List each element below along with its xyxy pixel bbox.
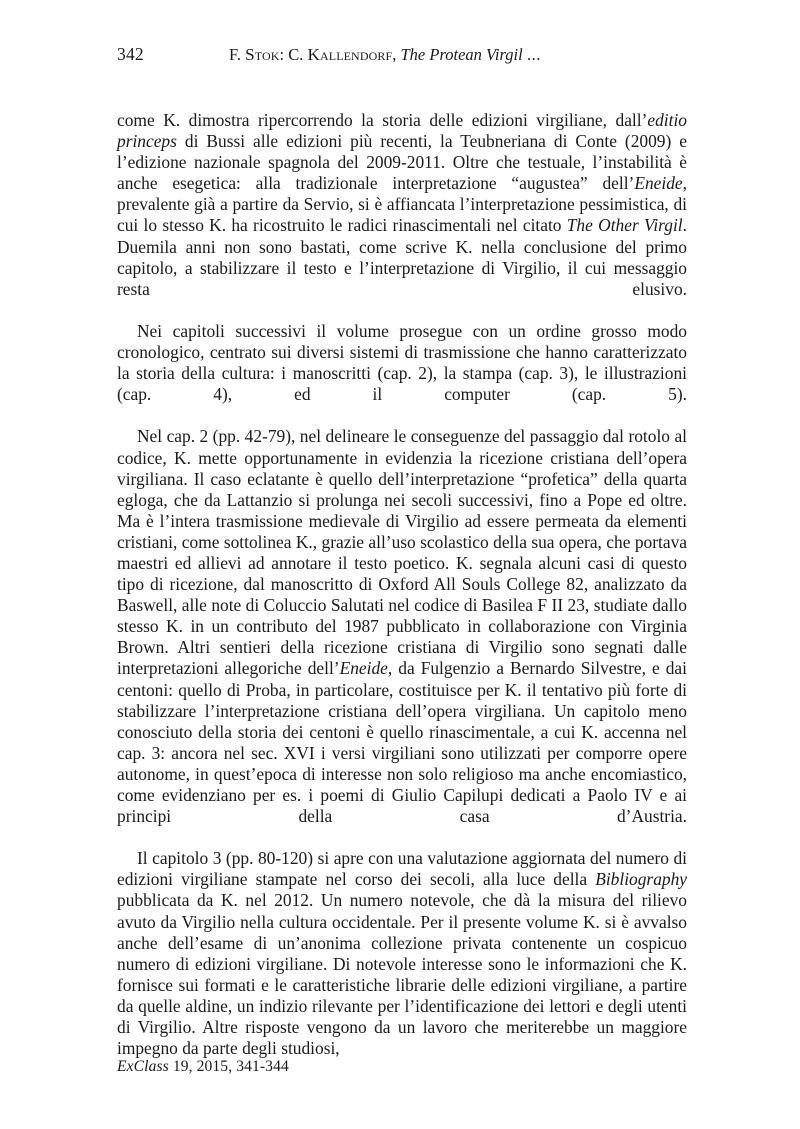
running-head-author-initial-1: F. [229,45,246,64]
italic-run: Eneide [634,173,683,194]
body-text-block [117,110,687,1059]
text-run: Nel cap. 2 (pp. 42-79), nel delineare le conseguenze del passaggio dal rotolo al codice, K. mette opportunamente in evidenzia la ricezione cristiana dell’opera virgiliana. Il caso eclatante è quello dell’interpretazione “profetica” della quarta egloga, che da Lattanzio si prolunga nei secoli successivi, fino a Pope ed oltre. Ma è l’intera trasmissione medievale di Virgilio ad essere permeata da elementi cristiani, come sottolinea K., grazie all’uso scolastico della sua opera, che portava maestri ed allievi ad annotare il testo poetico. K. segnala alcuni casi di questo tipo di ricezione, dal manoscritto di Oxford All Souls College 82, analizzato da Baswell, alle note di Coluccio Salutati nel codice di Basilea F II 23, studiate dallo stesso K. in un contributo del 1987 pubblicato in collaborazione con Virginia Brown. Altri sentieri della ricezione cristiana di Virgilio sono segnati dalle interpretazioni allegoriche dell’ [117,426,687,679]
page-footer [117,1058,289,1076]
running-head-comma: , [392,45,401,64]
running-head-ellipsis: ... [522,45,542,64]
running-head-author-surname-2: Kallendorf [307,45,393,64]
text-run: pubblicata da K. nel 2012. Un numero notevole, che dà la misura del rilievo avuto da Virgilio nella cultura occidentale. Per il presente volume K. si è avvalso anche dell’esame di un’anonima collezione privata contenente un cospicuo numero di edizioni virgiliane. Di notevole interesse sono le informazioni che K. fornisce sui formati e le caratteristiche librarie delle edizioni virgiliane, a partire da quelle aldine, un indizio rilevante per l’identificazione dei lettori e degli utenti di Virgilio. Altre risposte vengono da un lavoro che meriterebbe un maggiore impegno da parte degli studiosi, [117,890,687,1059]
running-head-title [229,45,541,65]
text-run: come K. dimostra ripercorrendo la storia delle edizioni virgiliane, dall’ [117,110,648,130]
running-head-author-surname-1: Stok [245,45,280,64]
body-paragraph [117,110,687,321]
body-paragraph [117,426,687,848]
running-head-separator: : C. [279,45,308,64]
text-run: di Bussi alle edizioni più recenti, la Teubneriana di Conte (2009) e l’edizione nazionale spagnola del 2009-2011. Oltre che testuale, l’instabilità è anche esegetica: alla tradizionale interpretazione “augustea” dell’ [117,131,687,194]
running-head [117,44,686,68]
text-run: Il capitolo 3 (pp. 80-120) si apre con una valutazione aggiornata del numero di edizioni virgiliane stampate nel corso dei secoli, alla luce della [117,848,687,890]
footer-journal-name: ExClass [117,1058,169,1075]
italic-run: Eneide [339,658,388,679]
body-paragraph [117,848,687,1059]
italic-run: Bibliography [595,869,687,890]
footer-citation: 19, 2015, 341-344 [168,1058,289,1075]
italic-run: editio princeps [117,110,687,152]
italic-run: The Other Virgil [566,215,683,236]
text-run: , da Fulgenzio a Bernardo Silvestre, e dai centoni: quello di Proba, in particolare, costituisce per K. il tentativo più forte di stabilizzare l’interpretazione cristiana dell’opera virgiliana. Un capitolo meno conosciuto della storia dei centoni è quello rinascimentale, a cui K. accenna nel cap. 3: ancora nel sec. XVI i versi virgiliani sono utilizzati per comporre opere autonome, in quest’epoca di interesse non solo religioso ma anche encomiastico, come evidenziano per es. i poemi di Giulio Capilupi dedicati a Paolo IV e ai principi della casa d’Austria. [117,658,687,827]
body-paragraph [117,321,687,426]
text-run: . Duemila anni non sono bastati, come scrive K. nella conclusione del primo capitolo, a stabilizzare il testo e l’interpretazione di Virgilio, il cui messaggio resta elusivo. [117,215,687,299]
text-run: Nei capitoli successivi il volume prosegue con un ordine grosso modo cronologico, centrato sui diversi sistemi di trasmissione che hanno caratterizzato la storia della cultura: i manoscritti (cap. 2), la stampa (cap. 3), le illustrazioni (cap. 4), ed il computer (cap. 5). [117,320,687,405]
running-head-work-title: The Protean Virgil [400,45,523,64]
page-number: 342 [117,44,144,64]
text-run: , prevalente già a partire da Servio, si è affiancata l’interpretazione pessimistica, di cui lo stesso K. ha ricostruito le radici rinascimentali nel citato [117,173,687,236]
